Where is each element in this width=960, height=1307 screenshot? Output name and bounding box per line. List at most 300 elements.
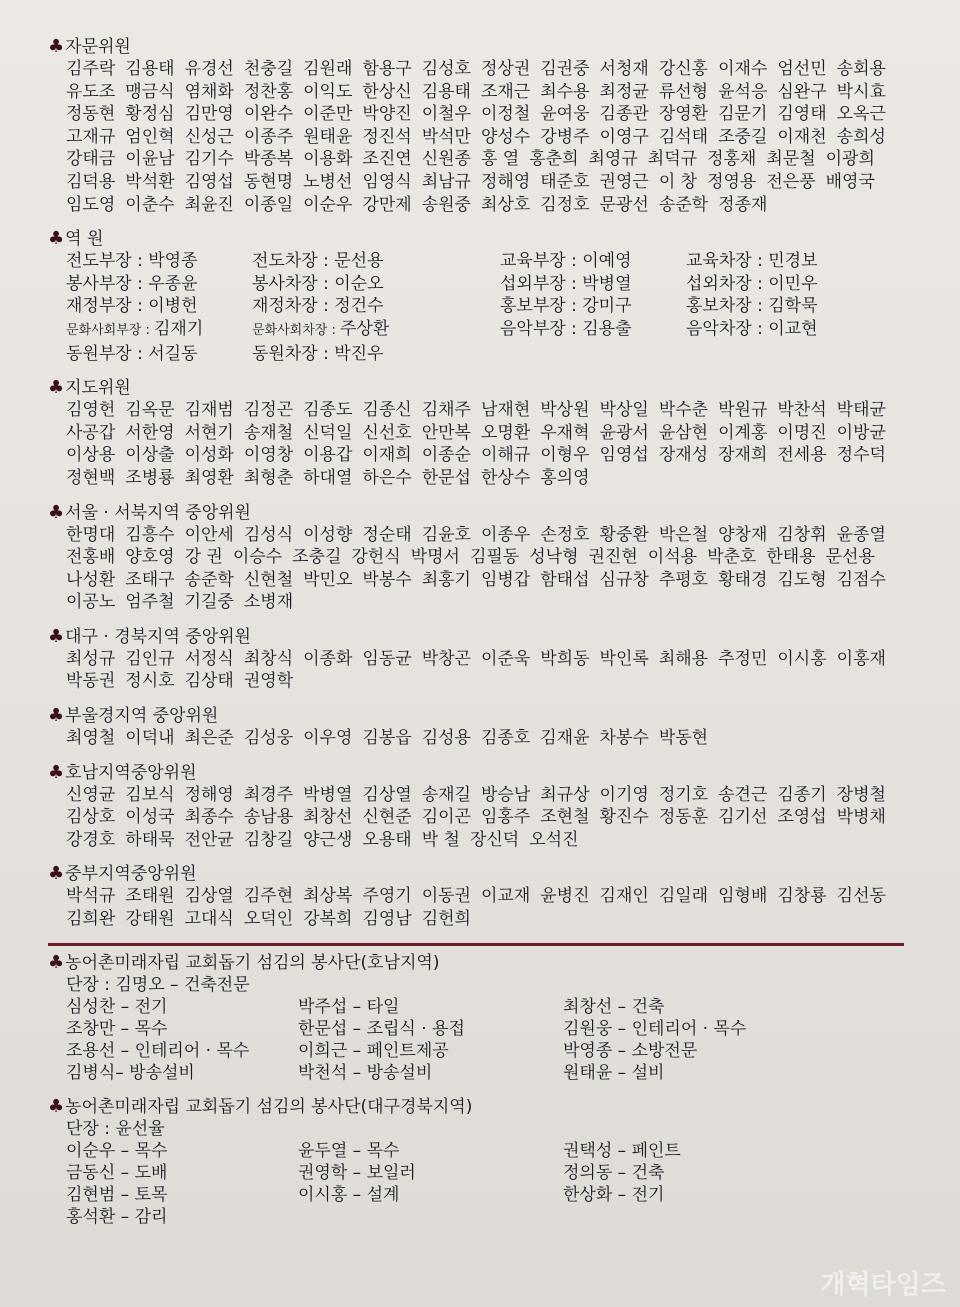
member-name: 김상호 — [66, 807, 116, 828]
staff-role — [686, 318, 886, 343]
role-label: 동원부장 : — [66, 343, 149, 364]
member-name: 최윤진 — [184, 194, 234, 215]
name-list — [66, 784, 886, 852]
member-name: 강경호 — [66, 829, 116, 850]
staff-role — [500, 295, 686, 318]
member-name: 맹금식 — [125, 81, 175, 102]
member-name: 박수춘 — [658, 400, 709, 421]
member-name: 김인규 — [125, 648, 175, 669]
volunteer-member: 박천석 – 방송설비 — [298, 1062, 433, 1083]
staff-role — [66, 295, 252, 318]
member-name: 최종수 — [184, 807, 234, 828]
member-name: 강 권 — [184, 547, 223, 568]
volunteer-member: 권택성 – 페인트 — [563, 1140, 681, 1161]
member-name: 최영규 — [588, 149, 638, 170]
member-name: 윤여웅 — [540, 104, 590, 125]
section-title: 지도위원 — [65, 378, 131, 399]
member-name: 박민오 — [303, 569, 353, 590]
member-name: 김창휘 — [777, 524, 827, 545]
member-name: 정수덕 — [836, 445, 886, 466]
member-name: 나성환 — [66, 569, 116, 590]
member-name: 최창식 — [243, 648, 294, 669]
member-name: 이용갑 — [303, 445, 353, 466]
staff-role — [500, 273, 686, 296]
name-list — [66, 727, 886, 750]
member-name: 조중길 — [718, 126, 768, 147]
role-label: 섭외차장 : — [686, 273, 769, 294]
member-name: 강태원 — [125, 909, 175, 930]
member-name: 이철우 — [421, 104, 471, 125]
member-name: 이해규 — [480, 445, 531, 466]
member-name: 장재희 — [718, 445, 768, 466]
member-name: 김영섭 — [184, 171, 234, 192]
member-name: 홍 열 — [480, 149, 520, 170]
staff-section — [48, 228, 928, 365]
club-suit-icon: ♣ — [48, 863, 65, 885]
member-name: 이종화 — [303, 648, 353, 669]
volunteer-member: 홍석환 – 감리 — [66, 1206, 168, 1227]
name-list — [66, 524, 886, 614]
member-name: 함용구 — [362, 59, 412, 79]
role-name: 박병열 — [582, 273, 632, 294]
member-name: 양호영 — [125, 547, 175, 568]
member-name: 오석진 — [529, 829, 579, 850]
member-name: 장병철 — [836, 784, 886, 805]
member-name: 전안균 — [184, 829, 234, 850]
member-name: 이순우 — [303, 194, 353, 215]
volunteer-member: 박주섭 – 타일 — [298, 996, 400, 1017]
volunteer-member: 이순우 – 목수 — [66, 1140, 168, 1161]
member-name: 김재범 — [184, 400, 234, 421]
role-label: 봉사차장 : — [252, 273, 335, 294]
member-name: 김용태 — [125, 59, 175, 79]
member-name: 권진현 — [588, 547, 638, 568]
member-name: 김상태 — [184, 671, 234, 692]
role-label: 전도차장 : — [252, 251, 335, 272]
member-name: 최해용 — [658, 648, 709, 669]
member-name: 원태윤 — [303, 126, 353, 147]
member-name: 김종기 — [777, 784, 827, 805]
member-name: 최수용 — [540, 81, 590, 102]
member-name: 김헌희 — [421, 909, 471, 930]
member-name: 윤종열 — [836, 524, 886, 545]
member-name: 전세용 — [777, 445, 827, 466]
member-name: 정종재 — [718, 194, 768, 215]
member-name: 이성향 — [303, 524, 353, 545]
member-name: 서정식 — [184, 648, 234, 669]
member-name: 서현기 — [184, 422, 234, 443]
member-name: 신현준 — [362, 807, 412, 828]
staff-role — [66, 273, 252, 296]
member-name: 양근생 — [303, 829, 353, 850]
member-name: 박희동 — [540, 648, 590, 669]
member-name: 한태용 — [766, 547, 816, 568]
member-name: 추평호 — [658, 569, 709, 590]
role-name: 주상환 — [340, 318, 390, 339]
role-label: 홍보차장 : — [686, 296, 769, 317]
volunteer-member: 윤두열 – 목수 — [298, 1140, 400, 1161]
member-name: 정시호 — [125, 671, 175, 692]
staff-role — [66, 318, 252, 343]
member-name: 박병채 — [836, 807, 886, 828]
member-name: 박 철 — [421, 829, 460, 850]
volunteer-member: 심성찬 – 전기 — [66, 996, 168, 1017]
member-name: 이방균 — [836, 422, 886, 443]
volunteer-member: 한문섭 – 조립식 · 용접 — [298, 1018, 465, 1039]
member-name: 정영용 — [707, 171, 757, 192]
member-name: 하은수 — [362, 467, 412, 488]
staff-role — [686, 250, 886, 273]
member-name: 강병주 — [540, 126, 590, 147]
member-name: 하대열 — [303, 467, 353, 488]
staff-grid — [66, 250, 928, 365]
member-name: 차봉수 — [599, 728, 649, 749]
staff-role — [252, 295, 500, 318]
member-name: 이재천 — [777, 126, 827, 147]
volunteer-member: 한상화 – 전기 — [563, 1184, 665, 1205]
member-name: 박태균 — [836, 400, 886, 421]
member-name: 이안세 — [184, 524, 234, 545]
member-name: 장재성 — [658, 445, 709, 466]
role-name: 우종윤 — [148, 273, 198, 294]
member-name: 정홍채 — [707, 149, 757, 170]
member-name: 김일래 — [658, 886, 709, 907]
staff-role — [252, 343, 500, 366]
member-name: 오명환 — [480, 422, 531, 443]
member-name: 박인록 — [599, 648, 649, 669]
member-name: 임영섭 — [599, 445, 649, 466]
watermark: 개혁타임즈 — [820, 1270, 946, 1300]
member-name: 오덕인 — [243, 909, 294, 930]
member-name: 김종관 — [599, 104, 649, 125]
staff-role — [500, 318, 686, 343]
member-name: 박동현 — [658, 728, 709, 749]
volunteer-member: 조용선 – 인테리어 · 목수 — [66, 1040, 250, 1061]
member-name: 서청재 — [599, 59, 649, 79]
member-name: 정진석 — [362, 126, 412, 147]
member-name: 천충길 — [243, 59, 294, 79]
committee-section — [48, 705, 928, 750]
member-name: 김덕용 — [66, 171, 116, 192]
member-name: 박시효 — [836, 81, 886, 102]
member-name: 이완수 — [243, 104, 294, 125]
volunteer-grid — [66, 996, 928, 1084]
member-name: 이덕내 — [125, 728, 175, 749]
member-name: 조현철 — [540, 807, 590, 828]
staff-role — [500, 250, 686, 273]
role-name: 박진우 — [334, 343, 384, 364]
role-label: 교육부장 : — [500, 251, 583, 272]
member-name: 강신홍 — [658, 59, 709, 79]
member-name: 동현명 — [243, 171, 294, 192]
member-name: 조재근 — [480, 81, 531, 102]
member-name: 김이곤 — [421, 807, 471, 828]
member-name: 이종일 — [243, 194, 294, 215]
member-name: 김원래 — [303, 59, 353, 79]
member-name: 한상수 — [480, 467, 531, 488]
member-name: 김재윤 — [540, 728, 590, 749]
member-name: 조충길 — [292, 547, 342, 568]
member-name: 김만영 — [184, 104, 234, 125]
member-name: 최덕규 — [647, 149, 698, 170]
member-name: 주영기 — [362, 886, 412, 907]
member-name: 임형배 — [718, 886, 768, 907]
role-label: 섭외부장 : — [500, 273, 583, 294]
role-name: 정건수 — [334, 296, 384, 317]
member-name: 태준호 — [540, 171, 590, 192]
member-name: 송견근 — [718, 784, 768, 805]
member-name: 정순태 — [362, 524, 412, 545]
member-name: 임병갑 — [480, 569, 531, 590]
member-name: 양성수 — [480, 126, 531, 147]
member-name: 권영근 — [599, 171, 649, 192]
member-name: 임영식 — [362, 171, 412, 192]
member-name: 전은풍 — [766, 171, 816, 192]
member-name: 김옥문 — [125, 400, 175, 421]
member-name: 이우영 — [303, 728, 353, 749]
role-label: 재정부장 : — [66, 296, 149, 317]
staff-role — [66, 343, 252, 366]
club-suit-icon: ♣ — [48, 36, 65, 57]
member-name: 권영학 — [243, 671, 294, 692]
member-name: 정동훈 — [658, 807, 709, 828]
member-name: 강태금 — [66, 149, 116, 170]
member-name: 이윤남 — [125, 149, 175, 170]
role-name: 민경보 — [768, 251, 818, 272]
member-name: 신덕일 — [303, 422, 353, 443]
section-heading — [48, 228, 928, 250]
section-title: 농어촌미래자립 교회돕기 섬김의 봉사단(호남지역) — [65, 952, 440, 973]
role-label: 홍보부장 : — [500, 296, 583, 317]
member-name: 이준욱 — [480, 648, 531, 669]
member-name: 김영헌 — [66, 400, 116, 421]
member-name: 방승남 — [480, 784, 531, 805]
member-name: 하태묵 — [125, 829, 175, 850]
member-name: 이춘수 — [125, 194, 175, 215]
member-name: 김종호 — [480, 728, 531, 749]
member-name: 이계홍 — [718, 422, 768, 443]
member-name: 임홍주 — [480, 807, 531, 828]
club-suit-icon: ♣ — [48, 625, 65, 647]
role-name: 김용출 — [582, 318, 632, 339]
member-name: 고재규 — [66, 126, 116, 147]
section-divider — [48, 943, 904, 946]
member-name: 이공노 — [66, 592, 116, 613]
member-name: 이교재 — [480, 886, 531, 907]
volunteer-member: 조창만 – 목수 — [66, 1018, 168, 1039]
role-label: 교육차장 : — [686, 251, 769, 272]
member-name: 홍의영 — [540, 467, 590, 488]
member-name: 성낙형 — [529, 547, 579, 568]
role-label: 문화사회부장 : — [66, 322, 154, 338]
club-suit-icon: ♣ — [48, 761, 65, 783]
volunteer-member: 금동신 – 도배 — [66, 1162, 168, 1183]
member-name: 김성식 — [243, 524, 294, 545]
member-name: 함태섭 — [540, 569, 590, 590]
staff-role — [252, 250, 500, 273]
member-name: 김기선 — [718, 807, 768, 828]
member-name: 김용태 — [421, 81, 471, 102]
member-name: 조진연 — [362, 149, 412, 170]
committee-section — [48, 863, 928, 930]
volunteer-grid — [66, 1140, 928, 1228]
volunteer-section — [48, 1096, 928, 1228]
member-name: 이시홍 — [777, 648, 827, 669]
committee-roster — [48, 36, 928, 1240]
member-name: 김정곤 — [243, 400, 294, 421]
staff-role — [252, 273, 500, 296]
member-name: 박상원 — [540, 400, 590, 421]
member-name: 박춘호 — [707, 547, 757, 568]
member-name: 최형춘 — [243, 467, 294, 488]
member-name: 김창길 — [243, 829, 294, 850]
role-name: 김재기 — [154, 318, 204, 339]
volunteer-member: 이희근 – 페인트제공 — [298, 1040, 449, 1061]
section-title: 대구 · 경북지역 중앙위원 — [65, 626, 251, 647]
member-name: 오용태 — [362, 829, 412, 850]
section-heading — [48, 705, 928, 727]
section-heading — [48, 762, 928, 784]
member-name: 최경주 — [243, 784, 294, 805]
section-title: 서울 · 서북지역 중앙위원 — [65, 502, 251, 523]
member-name: 최상호 — [480, 194, 531, 215]
member-name: 송원중 — [421, 194, 471, 215]
member-name: 배영국 — [825, 171, 875, 192]
member-name: 윤삼현 — [658, 422, 709, 443]
member-name: 이상용 — [66, 445, 116, 466]
member-name: 신성근 — [184, 126, 234, 147]
member-name: 이영구 — [599, 126, 649, 147]
member-name: 심규창 — [599, 569, 649, 590]
member-name: 이재희 — [362, 445, 412, 466]
member-name: 김주현 — [243, 886, 294, 907]
member-name: 기길중 — [184, 592, 234, 613]
member-name: 장영환 — [658, 104, 709, 125]
member-name: 이성국 — [125, 807, 175, 828]
member-name: 이종주 — [243, 126, 294, 147]
committee-section — [48, 377, 928, 489]
member-name: 박상일 — [599, 400, 649, 421]
member-name: 엄선민 — [777, 59, 827, 79]
member-name: 엄주철 — [125, 592, 175, 613]
member-name: 이정철 — [480, 104, 531, 125]
member-name: 이동권 — [421, 886, 471, 907]
club-suit-icon: ♣ — [48, 1095, 65, 1117]
member-name: 최남규 — [421, 171, 471, 192]
member-name: 남재현 — [480, 400, 531, 421]
member-name: 김석태 — [658, 126, 709, 147]
committee-section — [48, 762, 928, 852]
member-name: 김문기 — [718, 104, 768, 125]
member-name: 김윤호 — [421, 524, 471, 545]
committee-section — [48, 502, 928, 614]
member-name: 김채주 — [421, 400, 471, 421]
member-name: 최상복 — [303, 886, 353, 907]
member-name: 최정균 — [599, 81, 649, 102]
role-name: 이교현 — [768, 318, 818, 339]
role-label: 봉사부장 : — [66, 273, 149, 294]
member-name: 염채화 — [184, 81, 234, 102]
member-name: 서한영 — [125, 422, 175, 443]
member-name: 강헌식 — [351, 547, 401, 568]
member-name: 이준만 — [303, 104, 353, 125]
member-name: 이성화 — [184, 445, 234, 466]
member-name: 조태구 — [125, 569, 175, 590]
member-name: 정동현 — [66, 104, 116, 125]
member-name: 한상신 — [362, 81, 412, 102]
club-suit-icon: ♣ — [48, 501, 65, 523]
section-title: 중부지역중앙위원 — [65, 864, 197, 885]
member-name: 이익도 — [303, 81, 353, 102]
member-name: 김점수 — [836, 569, 886, 590]
member-name: 홍춘희 — [529, 149, 579, 170]
member-name: 김보식 — [125, 784, 175, 805]
member-name: 박찬석 — [777, 400, 827, 421]
member-name: 박병열 — [303, 784, 353, 805]
role-name: 김학묵 — [768, 296, 818, 317]
member-name: 박창곤 — [421, 648, 471, 669]
member-name: 안만복 — [421, 422, 471, 443]
member-name: 이명진 — [777, 422, 827, 443]
member-name: 김재인 — [599, 886, 649, 907]
member-name: 심완구 — [777, 81, 827, 102]
section-title: 농어촌미래자립 교회돕기 섬김의 봉사단(대구경북지역) — [65, 1096, 473, 1117]
member-name: 양창재 — [718, 524, 768, 545]
role-label: 전도부장 : — [66, 251, 149, 272]
role-label: 재정차장 : — [252, 296, 335, 317]
member-name: 정상권 — [480, 59, 531, 79]
member-name: 신선호 — [362, 422, 412, 443]
volunteer-member: 이시홍 – 설계 — [298, 1184, 400, 1205]
staff-role — [252, 318, 500, 343]
role-label: 문화사회차장 : — [252, 322, 340, 338]
volunteer-member: 권영학 – 보일러 — [298, 1162, 416, 1183]
member-name: 전홍배 — [66, 547, 116, 568]
member-name: 박은철 — [658, 524, 709, 545]
member-name: 엄인혁 — [125, 126, 175, 147]
member-name: 이재수 — [718, 59, 768, 79]
role-name: 박영종 — [148, 251, 198, 272]
member-name: 한명대 — [66, 524, 116, 545]
name-list — [66, 648, 886, 693]
volunteer-section — [48, 952, 928, 1084]
member-name: 이기영 — [599, 784, 649, 805]
member-name: 김상열 — [184, 886, 234, 907]
member-name: 송희성 — [836, 126, 886, 147]
staff-empty — [500, 343, 686, 366]
section-heading — [48, 502, 928, 524]
member-name: 김성웅 — [243, 728, 294, 749]
section-heading — [48, 377, 928, 399]
member-name: 박봉수 — [362, 569, 412, 590]
member-name: 이승수 — [232, 547, 283, 568]
member-name: 신원종 — [421, 149, 471, 170]
member-name: 김기수 — [184, 149, 234, 170]
member-name: 황중환 — [599, 524, 649, 545]
member-name: 조영섭 — [777, 807, 827, 828]
staff-role — [66, 250, 252, 273]
member-name: 이용화 — [303, 149, 353, 170]
member-name: 송재철 — [243, 422, 294, 443]
member-name: 임도영 — [66, 194, 116, 215]
member-name: 김성호 — [421, 59, 471, 79]
member-name: 손정호 — [540, 524, 590, 545]
member-name: 최은준 — [184, 728, 234, 749]
member-name: 김주락 — [66, 59, 116, 79]
member-name: 문광선 — [599, 194, 649, 215]
section-heading — [48, 952, 928, 974]
club-suit-icon: ♣ — [48, 228, 65, 250]
